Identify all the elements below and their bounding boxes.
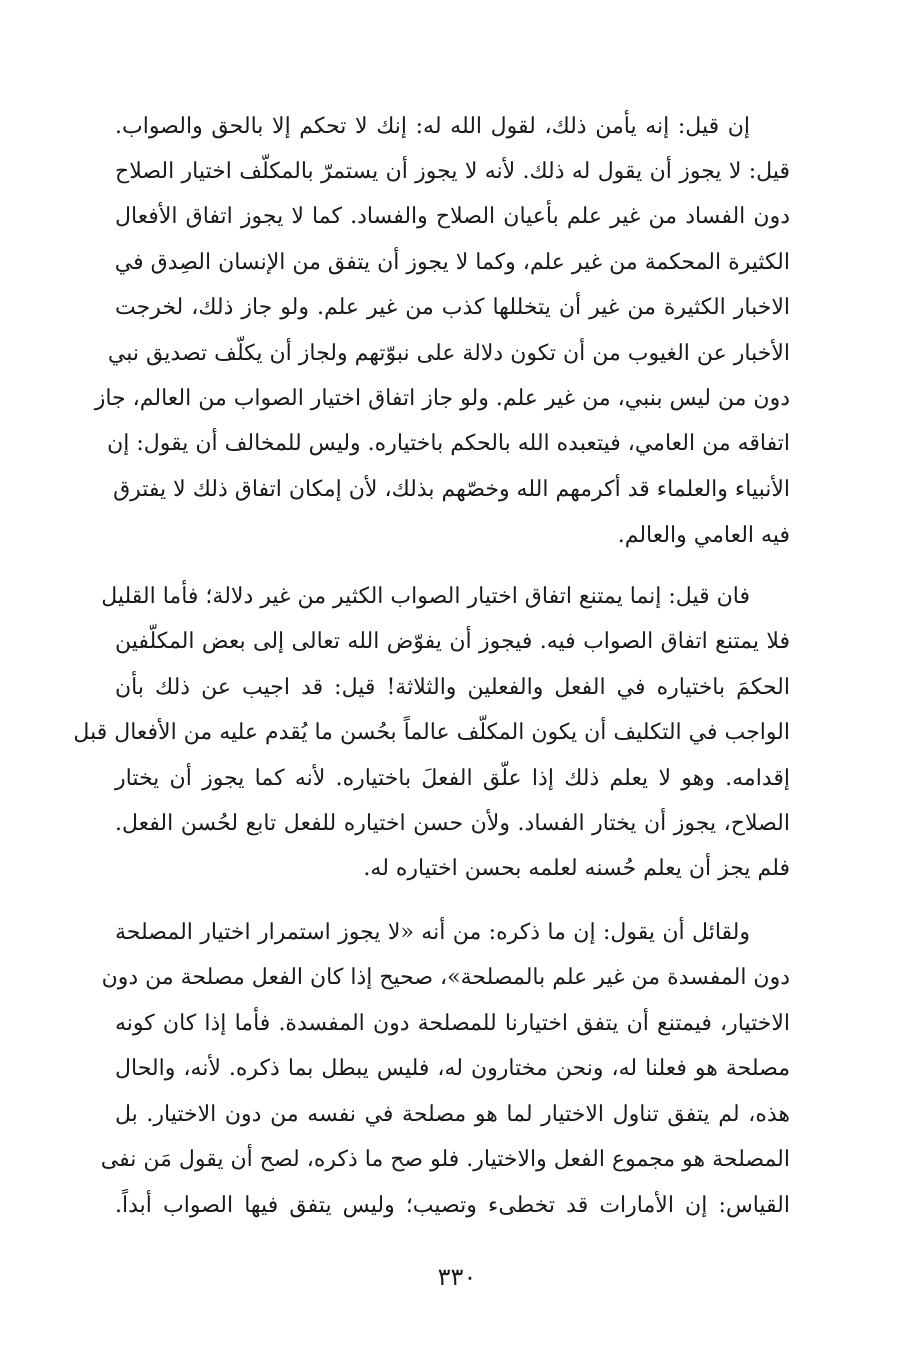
paragraph-2-line-1: فان قيل: إنما يمتنع اتفاق اختيار الصواب الكثير من غير دلالة؛ فأما القليل bbox=[101, 584, 750, 609]
page-number: ٣٣٠ bbox=[437, 1263, 477, 1291]
paragraph-1-line-9: الأنبياء والعلماء قد أكرمهم الله وخصّهم بذلك، لأن إمكان اتفاق ذلك لا يفترق bbox=[113, 477, 790, 502]
paragraph-2-line-7: فلم يجز أن يعلم حُسنه لعلمه بحسن اختياره له. bbox=[363, 856, 790, 881]
paragraph-1-line-6: الأخبار عن الغيوب من أن تكون دلالة على نبوّتهم ولجاز أن يكلّف تصديق نبي bbox=[107, 341, 790, 366]
paragraph-2-line-3: الحكمَ باختياره في الفعل والفعلين والثلاثة! قيل: قد اجيب عن ذلك بأن bbox=[115, 675, 790, 700]
paragraph-1-line-7: دون من ليس بنبي، من غير علم. ولو جاز اتفاق اختيار الصواب من العالم، جاز bbox=[94, 386, 790, 411]
paragraph-3-line-3: الاختيار، فيمتنع أن يتفق اختيارنا للمصلحة دون المفسدة. فأما إذا كان كونه bbox=[115, 1011, 790, 1036]
paragraph-1-line-5: الاخبار الكثيرة من غير أن يتخللها كذب من غير علم. ولو جاز ذلك، لخرجت bbox=[115, 295, 790, 320]
paragraph-1-line-8: اتفاقه من العامي، فيتعبده الله بالحكم باختياره. وليس للمخالف أن يقول: إن bbox=[107, 431, 790, 456]
paragraph-3-line-1: ولقائل أن يقول: إن ما ذكره: من أنه «لا يجوز استمرار اختيار المصلحة bbox=[115, 920, 750, 945]
paragraph-3-line-2: دون المفسدة من غير علم بالمصلحة»، صحيح إذا كان الفعل مصلحة من دون bbox=[101, 965, 790, 990]
paragraph-1-line-4: الكثيرة المحكمة من غير علم، وكما لا يجوز أن يتفق من الإنسان الصِدق في bbox=[114, 250, 790, 275]
paragraph-2-line-6: الصلاح، يجوز أن يختار الفساد. ولأن حسن اختياره للفعل تابع لحُسن الفعل. bbox=[115, 811, 790, 836]
paragraph-1-line-1: إن قيل: إنه يأمن ذلك، لقول الله له: إنك لا تحكم إلا بالحق والصواب. bbox=[115, 114, 750, 139]
paragraph-2-line-5: إقدامه. وهو لا يعلم ذلك إذا علّق الفعلَ باختياره. لأنه كما يجوز أن يختار bbox=[115, 766, 790, 791]
paragraph-3-line-6: المصلحة هو مجموع الفعل والاختيار. فلو صح ما ذكره، لصح أن يقول مَن نفى bbox=[100, 1147, 790, 1172]
paragraph-1-line-10: فيه العامي والعالم. bbox=[617, 523, 790, 548]
paragraph-3-line-7: القياس: إن الأمارات قد تخطىء وتصيب؛ وليس يتفق فيها الصواب أبداً. bbox=[115, 1193, 790, 1218]
paragraph-2-line-2: فلا يمتنع اتفاق الصواب فيه. فيجوز أن يفوّض الله تعالى إلى بعض المكلّفين bbox=[115, 629, 790, 654]
paragraph-1-line-2: قيل: لا يجوز أن يقول له ذلك. لأنه لا يجوز أن يستمرّ بالمكلّف اختيار الصلاح bbox=[115, 159, 790, 184]
paragraph-1-line-3: دون الفساد من غير علم بأعيان الصلاح والفساد. كما لا يجوز اتفاق الأفعال bbox=[115, 204, 790, 229]
paragraph-2-line-4: الواجب في التكليف أن يكون المكلّف عالماً بحُسن ما يُقدم عليه من الأفعال قبل bbox=[73, 720, 790, 745]
paragraph-3-line-4: مصلحة هو فعلنا له، ونحن مختارون له، فليس يبطل بما ذكره. لأنه، والحال bbox=[115, 1056, 790, 1081]
paragraph-3-line-5: هذه، لم يتفق تناول الاختيار لما هو مصلحة في نفسه من دون الاختيار. بل bbox=[115, 1102, 790, 1127]
